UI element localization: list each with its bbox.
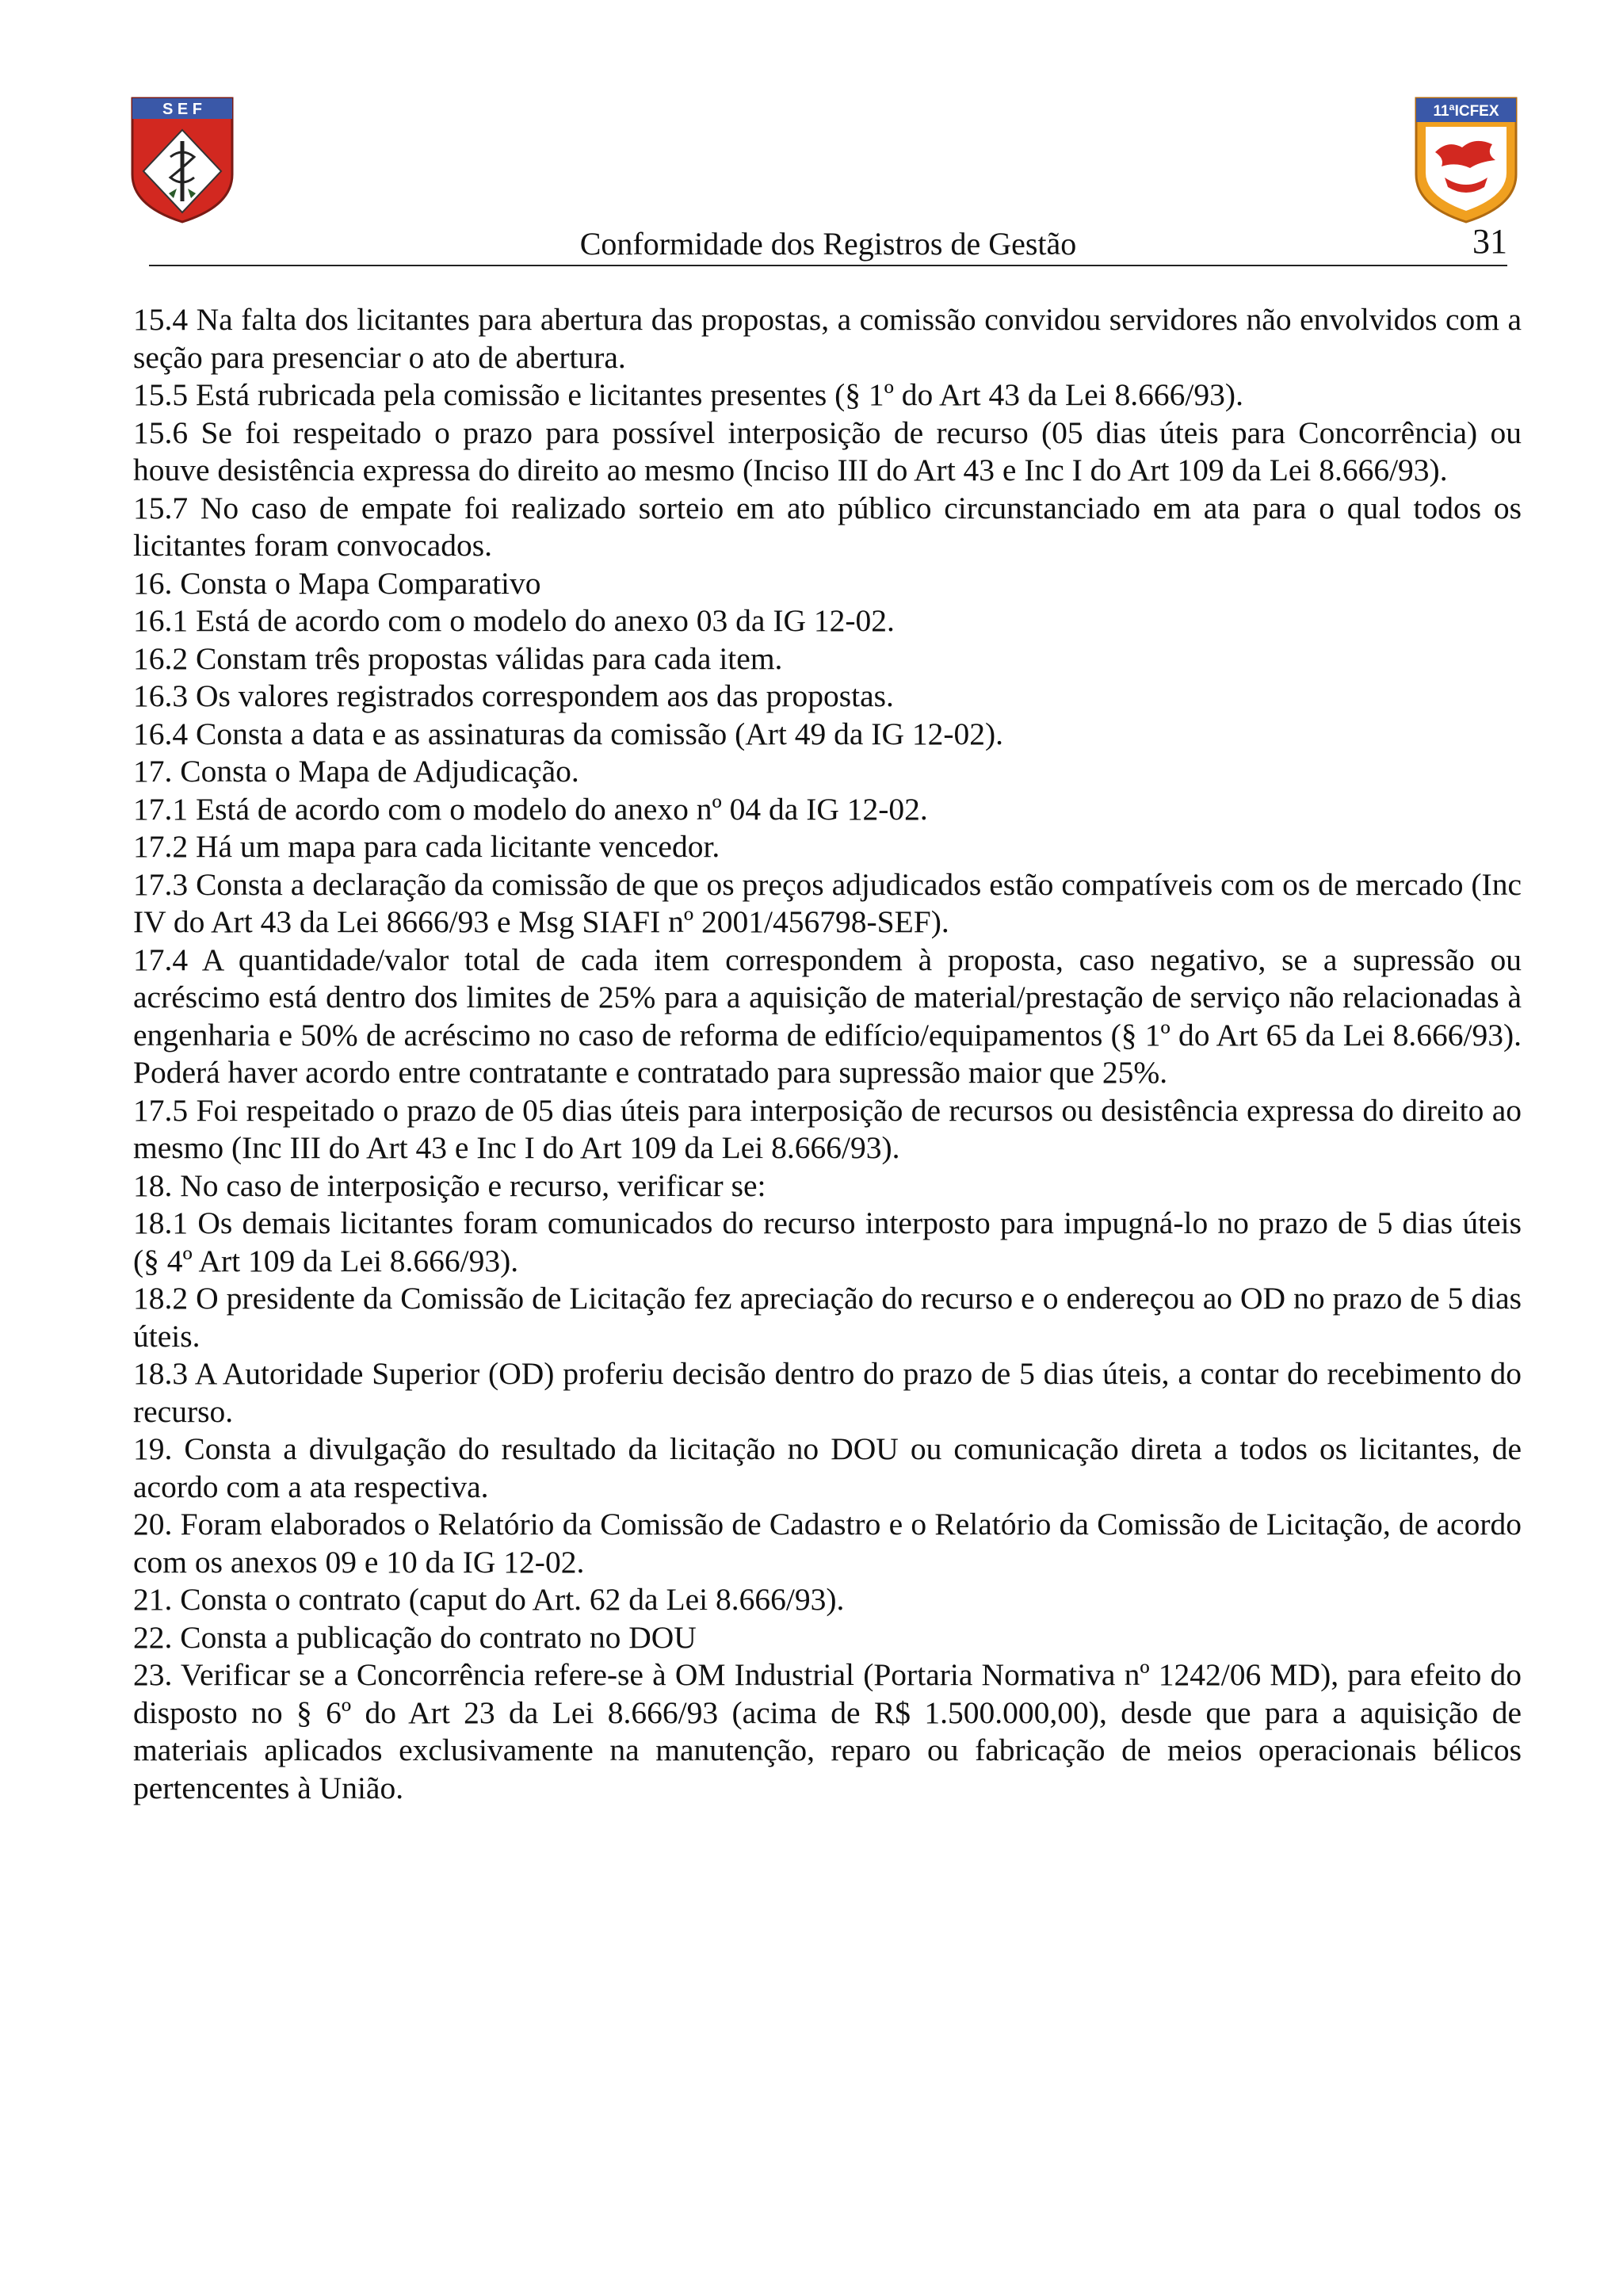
page-number: 31 [1472, 222, 1507, 261]
sef-logo-text: S E F [162, 101, 203, 118]
icfex-logo-text: 11ªICFEX [1433, 103, 1499, 120]
paragraph-17-5: 17.5 Foi respeitado o prazo de 05 dias úteis para interposição de recursos ou desistência expressa do direito ao mesmo (Inc III do Art 43 e Inc I do Art 109 da Lei 8.666/93). [133, 1092, 1522, 1165]
paragraph-17-1: 17.1 Está de acordo com o modelo do anexo nº 04 da IG 12-02. [133, 791, 928, 827]
paragraph-16-1: 16.1 Está de acordo com o modelo do anexo 03 da IG 12-02. [133, 603, 895, 638]
document-body [133, 301, 1522, 1807]
paragraph-16-2: 16.2 Constam três propostas válidas para cada item. [133, 640, 783, 676]
paragraph-15-5: 15.5 Está rubricada pela comissão e licitantes presentes (§ 1º do Art 43 da Lei 8.666/93). [133, 377, 1243, 412]
paragraph-18: 18. No caso de interposição e recurso, verificar se: [133, 1167, 766, 1203]
paragraph-21: 21. Consta o contrato (caput do Art. 62 da Lei 8.666/93). [133, 1582, 845, 1617]
paragraph-22: 22. Consta a publicação do contrato no DOU [133, 1619, 697, 1655]
paragraph-18-3: 18.3 A Autoridade Superior (OD) proferiu decisão dentro do prazo de 5 dias úteis, a contar do recebimento do recurso. [133, 1356, 1522, 1429]
paragraph-15-6: 15.6 Se foi respeitado o prazo para possível interposição de recurso (05 dias úteis para Concorrência) ou houve desistência expressa do direito ao mesmo (Inciso III do Art 43 e Inc I do Art 109 da Lei 8.666/93). [133, 415, 1522, 487]
paragraph-17-2: 17.2 Há um mapa para cada licitante vencedor. [133, 829, 720, 864]
paragraph-19: 19. Consta a divulgação do resultado da licitação no DOU ou comunicação direta a todos os licitantes, de acordo com a ata respectiva. [133, 1431, 1522, 1504]
paragraph-18-2: 18.2 O presidente da Comissão de Licitação fez apreciação do recurso e o endereçou ao OD no prazo de 5 dias úteis. [133, 1281, 1522, 1354]
paragraph-15-7: 15.7 No caso de empate foi realizado sorteio em ato público circunstanciado em ata para o qual todos os licitantes foram convocados. [133, 490, 1522, 563]
paragraph-18-1: 18.1 Os demais licitantes foram comunicados do recurso interposto para impugná-lo no prazo de 5 dias úteis (§ 4º Art 109 da Lei 8.666/93). [133, 1205, 1522, 1278]
paragraph-16-3: 16.3 Os valores registrados correspondem aos das propostas. [133, 678, 894, 713]
paragraph-16-4: 16.4 Consta a data e as assinaturas da comissão (Art 49 da IG 12-02). [133, 716, 1004, 751]
paragraph-17: 17. Consta o Mapa de Adjudicação. [133, 754, 579, 789]
paragraph-17-4: 17.4 A quantidade/valor total de cada item correspondem à proposta, caso negativo, se a supressão ou acréscimo está dentro dos limites de 25% para a aquisição de material/prestação de serviço não relacionadas à engenharia e 50% de acréscimo no caso de reforma de edifício/equipamentos (§ 1º do Art 65 da Lei 8.666/93). Poderá haver acordo entre contratante e contratado para supressão maior que 25%. [133, 942, 1522, 1090]
paragraph-15-4: 15.4 Na falta dos licitantes para abertura das propostas, a comissão convidou servidores não envolvidos com a seção para presenciar o ato de abertura. [133, 302, 1522, 375]
paragraph-16: 16. Consta o Mapa Comparativo [133, 565, 541, 601]
page-header [149, 222, 1507, 266]
header-title: Conformidade dos Registros de Gestão [579, 226, 1077, 262]
icfex-shield-logo [1413, 95, 1519, 225]
paragraph-17-3: 17.3 Consta a declaração da comissão de que os preços adjudicados estão compatíveis com os de mercado (Inc IV do Art 43 da Lei 8666/93 e Msg SIAFI nº 2001/456798-SEF). [133, 866, 1522, 939]
paragraph-20: 20. Foram elaborados o Relatório da Comissão de Cadastro e o Relatório da Comissão de Licitação, de acordo com os anexos 09 e 10 da IG 12-02. [133, 1507, 1522, 1580]
sef-shield-logo [129, 95, 235, 225]
paragraph-23: 23. Verificar se a Concorrência refere-se à OM Industrial (Portaria Normativa nº 1242/06 MD), para efeito do disposto no § 6º do Art 23 da Lei 8.666/93 (acima de R$ 1.500.000,00), desde que para a aquisição de materiais aplicados exclusivamente na manutenção, reparo ou fabricação de meios operacionais bélicos pertencentes à União. [133, 1657, 1522, 1805]
